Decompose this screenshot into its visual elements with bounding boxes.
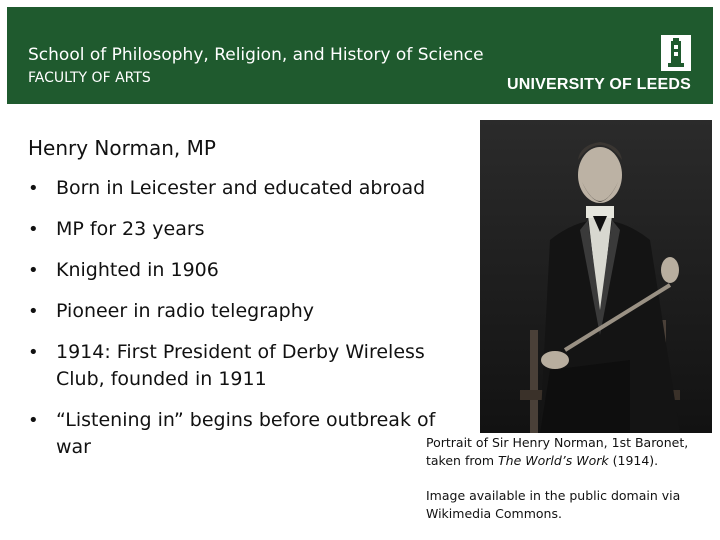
bullet-text: Born in Leicester and educated abroad [56,177,426,199]
bullet-icon: • [28,219,39,240]
photo-caption [426,434,716,523]
bullet-text: “Listening in” begins before outbreak of war [56,409,436,458]
portrait-illustration [480,120,712,433]
tower-icon [661,35,691,71]
faculty-name: FACULTY OF ARTS [28,70,151,86]
caption-credit: Image available in the public domain via Wikimedia Commons. [426,488,681,521]
portrait-photo [480,120,712,433]
school-name: School of Philosophy, Religion, and History of Science [28,45,484,65]
bullet-text: MP for 23 years [56,218,205,240]
caption-publication: The World’s Work [498,453,609,468]
caption-text [426,434,716,470]
bullet-item [28,298,468,325]
bullet-item [28,257,468,284]
bullet-icon: • [28,260,39,281]
caption-prefix: Portrait of Sir Henry Norman, 1st Baronet, taken from [426,435,689,468]
university-name: UNIVERSITY OF LEEDS [507,76,691,93]
bullet-text: Knighted in 1906 [56,259,219,281]
header-banner [7,7,713,104]
bullet-text: Pioneer in radio telegraphy [56,300,315,322]
bullet-icon: • [28,342,39,363]
bullet-icon: • [28,410,39,431]
caption-suffix: (1914). [608,453,659,468]
slide-title: Henry Norman, MP [28,136,216,160]
bullet-item [28,407,468,461]
university-logo [505,33,695,93]
bullet-icon: • [28,301,39,322]
bullet-item [28,216,468,243]
bullet-text: 1914: First President of Derby Wireless Club, founded in 1911 [56,341,425,390]
bullet-item [28,175,468,202]
bullet-list [28,175,468,475]
bullet-item [28,339,468,393]
bullet-icon: • [28,178,39,199]
